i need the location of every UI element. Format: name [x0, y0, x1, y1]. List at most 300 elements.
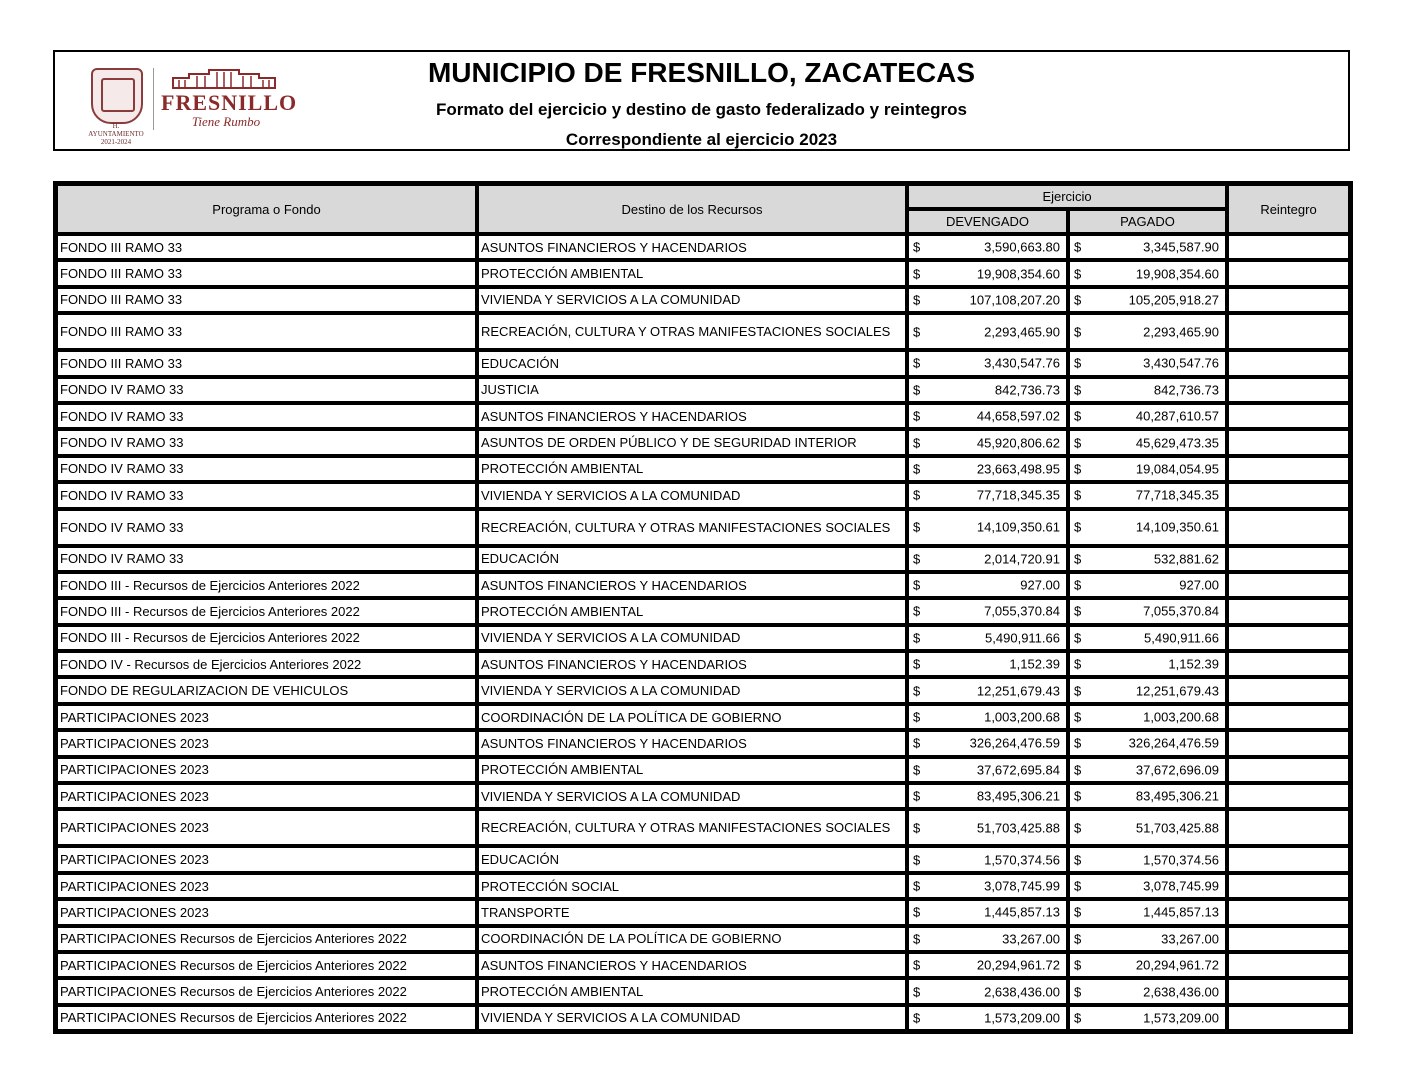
- cell-pagado: [1068, 260, 1227, 286]
- amount-devengado: 1,152.39: [1009, 656, 1060, 672]
- cell-devengado: [907, 350, 1068, 376]
- currency-symbol: $: [1074, 461, 1082, 477]
- currency-symbol: $: [913, 762, 921, 778]
- cell-devengado: [907, 926, 1068, 952]
- amount-pagado: 532,881.62: [1153, 551, 1219, 567]
- cell-destino: EDUCACIÓN: [477, 546, 907, 572]
- cell-devengado: [907, 377, 1068, 403]
- report-header: [53, 50, 1350, 151]
- currency-symbol: $: [913, 382, 921, 398]
- cell-reintegro: [1227, 1005, 1350, 1031]
- currency-symbol: $: [1074, 292, 1082, 308]
- currency-symbol: $: [913, 487, 921, 503]
- amount-pagado: 1,445,857.13: [1143, 904, 1219, 920]
- cell-devengado: [907, 598, 1068, 624]
- table-row: [56, 625, 1350, 651]
- cell-destino: PROTECCIÓN SOCIAL: [477, 873, 907, 899]
- table-row: [56, 482, 1350, 508]
- cell-pagado: [1068, 572, 1227, 598]
- cell-devengado: [907, 899, 1068, 925]
- currency-symbol: $: [1074, 656, 1082, 672]
- currency-symbol: $: [1074, 487, 1082, 503]
- cell-pagado: [1068, 952, 1227, 978]
- cell-devengado: [907, 873, 1068, 899]
- table-row: [56, 509, 1350, 546]
- cell-programa: PARTICIPACIONES Recursos de Ejercicios Anteriores 2022: [56, 926, 477, 952]
- cell-programa: PARTICIPACIONES 2023: [56, 783, 477, 809]
- cell-reintegro: [1227, 846, 1350, 872]
- amount-pagado: 2,293,465.90: [1143, 324, 1219, 340]
- amount-pagado: 1,003,200.68: [1143, 709, 1219, 725]
- amount-devengado: 3,590,663.80: [984, 239, 1060, 255]
- cell-pagado: [1068, 978, 1227, 1004]
- amount-devengado: 842,736.73: [994, 382, 1060, 398]
- cell-destino: ASUNTOS FINANCIEROS Y HACENDARIOS: [477, 572, 907, 598]
- amount-pagado: 5,490,911.66: [1144, 630, 1219, 646]
- amount-pagado: 19,908,354.60: [1135, 266, 1219, 282]
- cell-programa: PARTICIPACIONES 2023: [56, 899, 477, 925]
- cell-devengado: [907, 809, 1068, 846]
- cell-devengado: [907, 403, 1068, 429]
- amount-pagado: 3,430,547.76: [1143, 355, 1219, 371]
- table-row: [56, 846, 1350, 872]
- amount-pagado: 2,638,436.00: [1143, 984, 1219, 1000]
- currency-symbol: $: [1074, 683, 1082, 699]
- amount-pagado: 927.00: [1179, 577, 1219, 593]
- table-row: [56, 313, 1350, 350]
- currency-symbol: $: [913, 683, 921, 699]
- table-row: [56, 546, 1350, 572]
- cell-pagado: [1068, 403, 1227, 429]
- currency-symbol: $: [913, 324, 921, 340]
- cell-reintegro: [1227, 260, 1350, 286]
- cell-programa: FONDO IV RAMO 33: [56, 509, 477, 546]
- cell-destino: VIVIENDA Y SERVICIOS A LA COMUNIDAD: [477, 1005, 907, 1031]
- cell-pagado: [1068, 926, 1227, 952]
- amount-devengado: 37,672,695.84: [976, 762, 1060, 778]
- cell-destino: VIVIENDA Y SERVICIOS A LA COMUNIDAD: [477, 677, 907, 703]
- table-row: [56, 403, 1350, 429]
- cell-pagado: [1068, 350, 1227, 376]
- cell-devengado: [907, 757, 1068, 783]
- cell-programa: FONDO IV RAMO 33: [56, 546, 477, 572]
- cell-devengado: [907, 1005, 1068, 1031]
- amount-pagado: 1,152.39: [1168, 656, 1219, 672]
- currency-symbol: $: [913, 292, 921, 308]
- currency-symbol: $: [1074, 957, 1082, 973]
- amount-pagado: 14,109,350.61: [1135, 519, 1219, 535]
- amount-pagado: 7,055,370.84: [1143, 603, 1219, 619]
- cell-devengado: [907, 704, 1068, 730]
- amount-pagado: 1,570,374.56: [1143, 852, 1219, 868]
- currency-symbol: $: [913, 820, 921, 836]
- cell-programa: FONDO III RAMO 33: [56, 234, 477, 260]
- currency-symbol: $: [1074, 709, 1082, 725]
- amount-devengado: 44,658,597.02: [976, 408, 1060, 424]
- cell-pagado: [1068, 482, 1227, 508]
- seal-text: H. AYUNTAMIENTO 2021-2024: [88, 122, 144, 146]
- amount-devengado: 7,055,370.84: [984, 603, 1060, 619]
- cell-destino: VIVIENDA Y SERVICIOS A LA COMUNIDAD: [477, 783, 907, 809]
- cell-programa: PARTICIPACIONES 2023: [56, 730, 477, 756]
- currency-symbol: $: [1074, 735, 1082, 751]
- cell-destino: PROTECCIÓN AMBIENTAL: [477, 598, 907, 624]
- cell-destino: TRANSPORTE: [477, 899, 907, 925]
- cell-pagado: [1068, 234, 1227, 260]
- table-row: [56, 287, 1350, 313]
- cell-pagado: [1068, 598, 1227, 624]
- cell-devengado: [907, 783, 1068, 809]
- cell-reintegro: [1227, 625, 1350, 651]
- cell-devengado: [907, 677, 1068, 703]
- cell-programa: FONDO III RAMO 33: [56, 350, 477, 376]
- cell-pagado: [1068, 509, 1227, 546]
- cell-pagado: [1068, 873, 1227, 899]
- cell-reintegro: [1227, 757, 1350, 783]
- table-row: [56, 1005, 1350, 1031]
- cell-destino: VIVIENDA Y SERVICIOS A LA COMUNIDAD: [477, 482, 907, 508]
- currency-symbol: $: [913, 984, 921, 1000]
- cell-devengado: [907, 730, 1068, 756]
- table-row: [56, 926, 1350, 952]
- cell-reintegro: [1227, 598, 1350, 624]
- cell-programa: FONDO III - Recursos de Ejercicios Anteriores 2022: [56, 625, 477, 651]
- cell-reintegro: [1227, 978, 1350, 1004]
- amount-devengado: 2,014,720.91: [984, 551, 1060, 567]
- table-row: [56, 873, 1350, 899]
- table-body: [56, 234, 1350, 1031]
- cell-programa: PARTICIPACIONES Recursos de Ejercicios Anteriores 2022: [56, 1005, 477, 1031]
- cell-destino: ASUNTOS FINANCIEROS Y HACENDARIOS: [477, 403, 907, 429]
- cell-destino: ASUNTOS FINANCIEROS Y HACENDARIOS: [477, 651, 907, 677]
- currency-symbol: $: [1074, 408, 1082, 424]
- cell-reintegro: [1227, 287, 1350, 313]
- cell-reintegro: [1227, 313, 1350, 350]
- cell-pagado: [1068, 846, 1227, 872]
- cell-devengado: [907, 287, 1068, 313]
- currency-symbol: $: [913, 904, 921, 920]
- cell-destino: RECREACIÓN, CULTURA Y OTRAS MANIFESTACIONES SOCIALES: [477, 313, 907, 350]
- cell-destino: COORDINACIÓN DE LA POLÍTICA DE GOBIERNO: [477, 926, 907, 952]
- page-title: MUNICIPIO DE FRESNILLO, ZACATECAS: [427, 57, 976, 88]
- currency-symbol: $: [913, 878, 921, 894]
- logo-tagline: Tiene Rumbo: [191, 114, 261, 129]
- amount-devengado: 1,573,209.00: [984, 1010, 1060, 1026]
- cell-devengado: [907, 234, 1068, 260]
- cell-reintegro: [1227, 482, 1350, 508]
- amount-devengado: 12,251,679.43: [976, 683, 1060, 699]
- table-row: [56, 978, 1350, 1004]
- cell-pagado: [1068, 677, 1227, 703]
- cell-reintegro: [1227, 403, 1350, 429]
- currency-symbol: $: [913, 519, 921, 535]
- logo-brand: FRESNILLO: [161, 90, 298, 115]
- cell-reintegro: [1227, 456, 1350, 482]
- table-row: [56, 572, 1350, 598]
- amount-devengado: 927.00: [1020, 577, 1060, 593]
- currency-symbol: $: [1074, 519, 1082, 535]
- col-header-devengado: DEVENGADO: [907, 209, 1068, 234]
- currency-symbol: $: [1074, 762, 1082, 778]
- currency-symbol: $: [913, 656, 921, 672]
- amount-pagado: 3,078,745.99: [1143, 878, 1219, 894]
- table-row: [56, 260, 1350, 286]
- amount-pagado: 1,573,209.00: [1143, 1010, 1219, 1026]
- amount-devengado: 23,663,498.95: [976, 461, 1060, 477]
- currency-symbol: $: [1074, 435, 1082, 451]
- table-row: [56, 677, 1350, 703]
- cell-pagado: [1068, 429, 1227, 455]
- col-header-destino: Destino de los Recursos: [477, 184, 907, 234]
- cell-pagado: [1068, 625, 1227, 651]
- amount-devengado: 19,908,354.60: [976, 266, 1060, 282]
- amount-pagado: 12,251,679.43: [1135, 683, 1219, 699]
- cell-destino: ASUNTOS FINANCIEROS Y HACENDARIOS: [477, 730, 907, 756]
- amount-devengado: 2,638,436.00: [984, 984, 1060, 1000]
- amount-devengado: 107,108,207.20: [969, 292, 1060, 308]
- currency-symbol: $: [1074, 630, 1082, 646]
- table-row: [56, 456, 1350, 482]
- cell-reintegro: [1227, 509, 1350, 546]
- cell-destino: ASUNTOS DE ORDEN PÚBLICO Y DE SEGURIDAD INTERIOR: [477, 429, 907, 455]
- currency-symbol: $: [1074, 820, 1082, 836]
- cell-programa: PARTICIPACIONES 2023: [56, 809, 477, 846]
- cell-devengado: [907, 952, 1068, 978]
- col-header-reintegro: Reintegro: [1227, 184, 1350, 234]
- cell-devengado: [907, 978, 1068, 1004]
- cell-programa: PARTICIPACIONES Recursos de Ejercicios Anteriores 2022: [56, 952, 477, 978]
- amount-devengado: 77,718,345.35: [976, 487, 1060, 503]
- cell-devengado: [907, 260, 1068, 286]
- cell-pagado: [1068, 704, 1227, 730]
- cell-programa: FONDO DE REGULARIZACION DE VEHICULOS: [56, 677, 477, 703]
- cell-pagado: [1068, 730, 1227, 756]
- col-header-programa: Programa o Fondo: [56, 184, 477, 234]
- amount-devengado: 3,078,745.99: [984, 878, 1060, 894]
- cell-destino: RECREACIÓN, CULTURA Y OTRAS MANIFESTACIONES SOCIALES: [477, 509, 907, 546]
- cell-programa: FONDO III - Recursos de Ejercicios Anteriores 2022: [56, 598, 477, 624]
- cell-programa: FONDO IV RAMO 33: [56, 403, 477, 429]
- amount-devengado: 2,293,465.90: [984, 324, 1060, 340]
- cell-devengado: [907, 546, 1068, 572]
- amount-pagado: 326,264,476.59: [1128, 735, 1219, 751]
- cell-programa: FONDO III RAMO 33: [56, 287, 477, 313]
- currency-symbol: $: [913, 355, 921, 371]
- cell-reintegro: [1227, 546, 1350, 572]
- amount-devengado: 45,920,806.62: [976, 435, 1060, 451]
- cell-pagado: [1068, 456, 1227, 482]
- table-row: [56, 730, 1350, 756]
- currency-symbol: $: [1074, 788, 1082, 804]
- currency-symbol: $: [1074, 931, 1082, 947]
- cell-destino: PROTECCIÓN AMBIENTAL: [477, 456, 907, 482]
- cell-programa: PARTICIPACIONES 2023: [56, 846, 477, 872]
- cell-pagado: [1068, 757, 1227, 783]
- table-row: [56, 952, 1350, 978]
- cell-reintegro: [1227, 873, 1350, 899]
- table-row: [56, 757, 1350, 783]
- cell-programa: FONDO IV RAMO 33: [56, 482, 477, 508]
- cell-programa: PARTICIPACIONES 2023: [56, 704, 477, 730]
- cell-destino: JUSTICIA: [477, 377, 907, 403]
- cell-destino: RECREACIÓN, CULTURA Y OTRAS MANIFESTACIONES SOCIALES: [477, 809, 907, 846]
- cell-devengado: [907, 625, 1068, 651]
- currency-symbol: $: [913, 408, 921, 424]
- cell-pagado: [1068, 1005, 1227, 1031]
- cell-programa: FONDO IV RAMO 33: [56, 429, 477, 455]
- cell-pagado: [1068, 783, 1227, 809]
- currency-symbol: $: [1074, 324, 1082, 340]
- currency-symbol: $: [1074, 1010, 1082, 1026]
- cell-devengado: [907, 482, 1068, 508]
- cell-programa: FONDO IV RAMO 33: [56, 377, 477, 403]
- currency-symbol: $: [1074, 577, 1082, 593]
- currency-symbol: $: [913, 551, 921, 567]
- table-row: [56, 377, 1350, 403]
- cell-reintegro: [1227, 704, 1350, 730]
- cell-pagado: [1068, 809, 1227, 846]
- amount-pagado: 45,629,473.35: [1135, 435, 1219, 451]
- col-header-ejercicio: Ejercicio: [907, 184, 1227, 209]
- amount-devengado: 51,703,425.88: [976, 820, 1060, 836]
- amount-devengado: 14,109,350.61: [976, 519, 1060, 535]
- amount-pagado: 83,495,306.21: [1135, 788, 1219, 804]
- cell-programa: FONDO IV - Recursos de Ejercicios Anteriores 2022: [56, 651, 477, 677]
- amount-devengado: 3,430,547.76: [984, 355, 1060, 371]
- cell-programa: PARTICIPACIONES Recursos de Ejercicios Anteriores 2022: [56, 978, 477, 1004]
- cell-reintegro: [1227, 429, 1350, 455]
- amount-devengado: 5,490,911.66: [985, 630, 1060, 646]
- cell-reintegro: [1227, 651, 1350, 677]
- page-period: Correspondiente al ejercicio 2023: [565, 130, 838, 149]
- cell-programa: FONDO IV RAMO 33: [56, 456, 477, 482]
- cell-programa: FONDO III RAMO 33: [56, 260, 477, 286]
- col-header-pagado: PAGADO: [1068, 209, 1227, 234]
- cell-reintegro: [1227, 350, 1350, 376]
- currency-symbol: $: [1074, 382, 1082, 398]
- amount-pagado: 33,267.00: [1161, 931, 1219, 947]
- cell-reintegro: [1227, 677, 1350, 703]
- table-row: [56, 783, 1350, 809]
- cell-destino: COORDINACIÓN DE LA POLÍTICA DE GOBIERNO: [477, 704, 907, 730]
- cell-reintegro: [1227, 899, 1350, 925]
- cell-destino: PROTECCIÓN AMBIENTAL: [477, 260, 907, 286]
- amount-pagado: 20,294,961.72: [1135, 957, 1219, 973]
- cell-pagado: [1068, 287, 1227, 313]
- table-row: [56, 234, 1350, 260]
- amount-pagado: 40,287,610.57: [1135, 408, 1219, 424]
- currency-symbol: $: [913, 1010, 921, 1026]
- amount-devengado: 1,003,200.68: [984, 709, 1060, 725]
- cell-reintegro: [1227, 926, 1350, 952]
- currency-symbol: $: [913, 266, 921, 282]
- cell-devengado: [907, 572, 1068, 598]
- cell-pagado: [1068, 651, 1227, 677]
- amount-devengado: 83,495,306.21: [976, 788, 1060, 804]
- cell-devengado: [907, 313, 1068, 350]
- cell-destino: VIVIENDA Y SERVICIOS A LA COMUNIDAD: [477, 625, 907, 651]
- currency-symbol: $: [1074, 266, 1082, 282]
- table-row: [56, 899, 1350, 925]
- cell-destino: EDUCACIÓN: [477, 350, 907, 376]
- currency-symbol: $: [1074, 878, 1082, 894]
- currency-symbol: $: [913, 735, 921, 751]
- currency-symbol: $: [913, 709, 921, 725]
- cell-reintegro: [1227, 572, 1350, 598]
- spending-table: [53, 181, 1353, 1034]
- cell-destino: VIVIENDA Y SERVICIOS A LA COMUNIDAD: [477, 287, 907, 313]
- amount-pagado: 105,205,918.27: [1128, 292, 1219, 308]
- currency-symbol: $: [913, 788, 921, 804]
- currency-symbol: $: [1074, 551, 1082, 567]
- table-row: [56, 809, 1350, 846]
- currency-symbol: $: [913, 630, 921, 646]
- cell-pagado: [1068, 546, 1227, 572]
- cell-programa: FONDO III RAMO 33: [56, 313, 477, 350]
- cell-reintegro: [1227, 952, 1350, 978]
- currency-symbol: $: [1074, 355, 1082, 371]
- currency-symbol: $: [913, 603, 921, 619]
- table-row: [56, 704, 1350, 730]
- currency-symbol: $: [913, 957, 921, 973]
- currency-symbol: $: [913, 239, 921, 255]
- page-subtitle: Formato del ejercicio y destino de gasto federalizado y reintegros: [436, 100, 967, 119]
- amount-pagado: 51,703,425.88: [1135, 820, 1219, 836]
- amount-pagado: 842,736.73: [1153, 382, 1219, 398]
- currency-symbol: $: [913, 461, 921, 477]
- table-row: [56, 429, 1350, 455]
- cell-pagado: [1068, 313, 1227, 350]
- currency-symbol: $: [1074, 984, 1082, 1000]
- cell-programa: FONDO III - Recursos de Ejercicios Anteriores 2022: [56, 572, 477, 598]
- cell-reintegro: [1227, 730, 1350, 756]
- amount-devengado: 1,570,374.56: [984, 852, 1060, 868]
- cell-destino: PROTECCIÓN AMBIENTAL: [477, 978, 907, 1004]
- amount-pagado: 3,345,587.90: [1143, 239, 1219, 255]
- cell-pagado: [1068, 899, 1227, 925]
- cell-destino: ASUNTOS FINANCIEROS Y HACENDARIOS: [477, 234, 907, 260]
- amount-pagado: 19,084,054.95: [1135, 461, 1219, 477]
- currency-symbol: $: [1074, 603, 1082, 619]
- cell-reintegro: [1227, 234, 1350, 260]
- currency-symbol: $: [1074, 904, 1082, 920]
- currency-symbol: $: [913, 931, 921, 947]
- table-row: [56, 350, 1350, 376]
- cell-reintegro: [1227, 783, 1350, 809]
- amount-devengado: 33,267.00: [1002, 931, 1060, 947]
- currency-symbol: $: [1074, 239, 1082, 255]
- currency-symbol: $: [1074, 852, 1082, 868]
- currency-symbol: $: [913, 577, 921, 593]
- cell-destino: ASUNTOS FINANCIEROS Y HACENDARIOS: [477, 952, 907, 978]
- amount-pagado: 37,672,696.09: [1135, 762, 1219, 778]
- amount-pagado: 77,718,345.35: [1135, 487, 1219, 503]
- cell-devengado: [907, 846, 1068, 872]
- cell-devengado: [907, 429, 1068, 455]
- currency-symbol: $: [913, 852, 921, 868]
- cell-reintegro: [1227, 809, 1350, 846]
- cell-reintegro: [1227, 377, 1350, 403]
- table-row: [56, 598, 1350, 624]
- cell-programa: PARTICIPACIONES 2023: [56, 873, 477, 899]
- cell-programa: PARTICIPACIONES 2023: [56, 757, 477, 783]
- amount-devengado: 1,445,857.13: [984, 904, 1060, 920]
- cell-destino: PROTECCIÓN AMBIENTAL: [477, 757, 907, 783]
- cell-devengado: [907, 651, 1068, 677]
- table-row: [56, 651, 1350, 677]
- cell-devengado: [907, 456, 1068, 482]
- amount-devengado: 326,264,476.59: [969, 735, 1060, 751]
